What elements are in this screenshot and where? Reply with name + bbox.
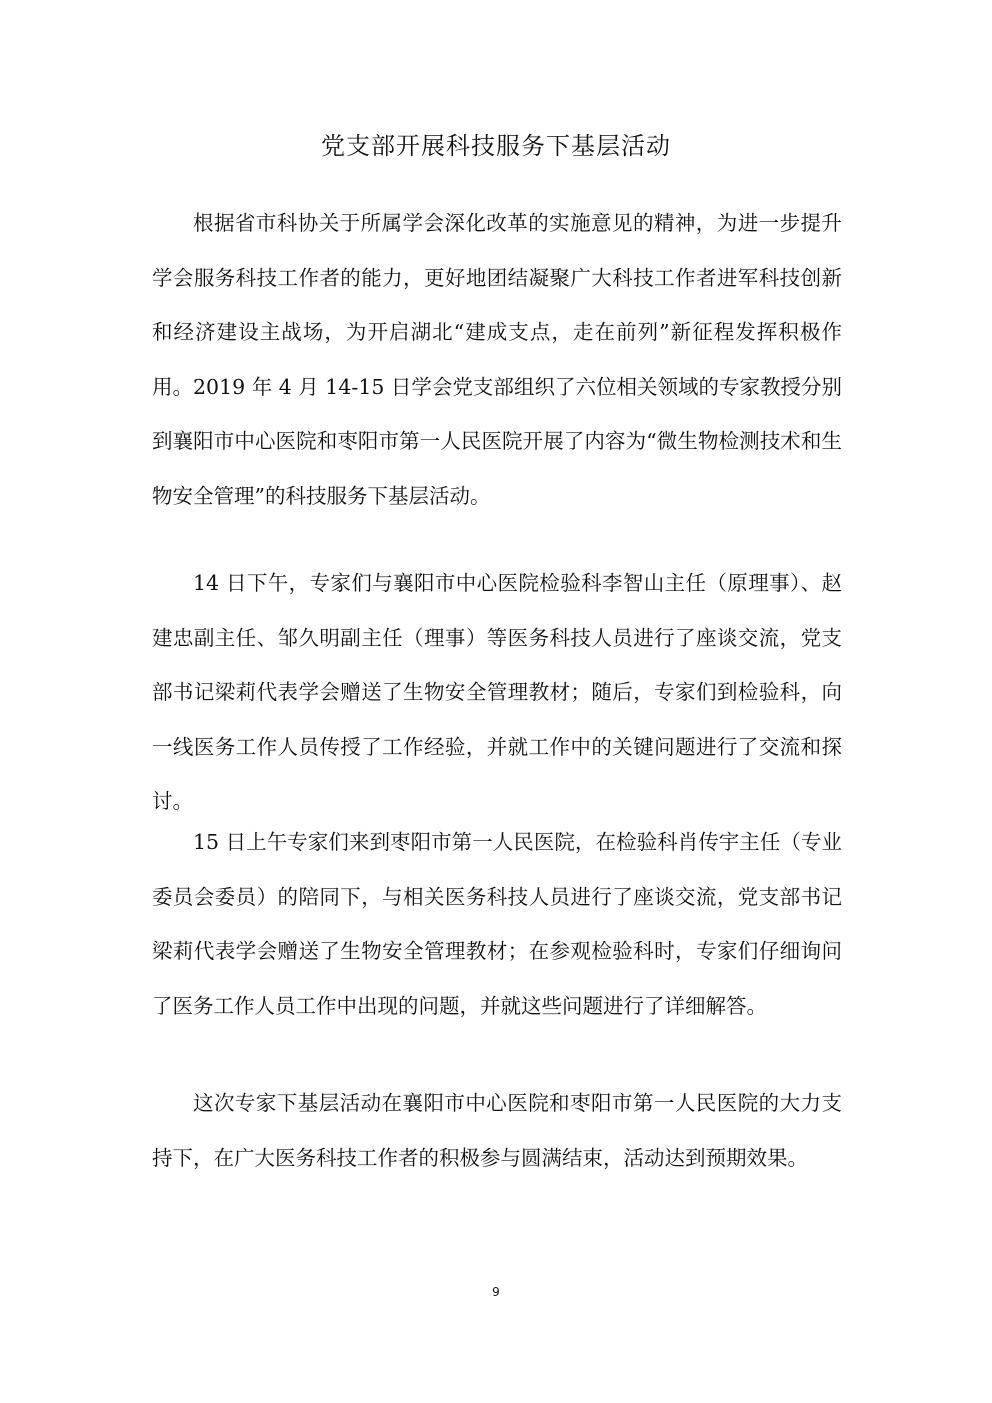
page-title: 党支部开展科技服务下基层活动 bbox=[321, 132, 671, 160]
paragraph-3: 15 日上午专家们来到枣阳市第一人民医院，在检验科肖传宇主任（专业委员会委员）的陪同下，与相关医务科技人员进行了座谈交流，党支部书记梁莉代表学会赠送了生物安全管理教材；在参观检验科时，专家们仔细询问了医务工作人员工作中出现的问题，并就这些问题进行了详细解答。 bbox=[152, 830, 842, 1018]
page-number: 9 bbox=[492, 1285, 500, 1299]
paragraph-4: 这次专家下基层活动在襄阳市中心医院和枣阳市第一人民医院的大力支持下，在广大医务科技工作者的积极参与圆满结束，活动达到预期效果。 bbox=[152, 1091, 842, 1170]
paragraph-2: 14 日下午，专家们与襄阳市中心医院检验科李智山主任（原理事）、赵建忠副主任、邹久明副主任（理事）等医务科技人员进行了座谈交流，党支部书记梁莉代表学会赠送了生物安全管理教材；随后，专家们到检验科，向一线医务工作人员传授了工作经验，并就工作中的关键问题进行了交流和探讨。 bbox=[152, 571, 842, 813]
paragraph-1: 根据省市科协关于所属学会深化改革的实施意见的精神，为进一步提升学会服务科技工作者的能力，更好地团结凝聚广大科技工作者进军科技创新和经济建设主战场，为开启湖北“建成支点，走在前列”新征程发挥积极作用。2019 年 4 月 14-15 日学会党支部组织了六位相关领域的专家教授分别到襄阳市中心医院和枣阳市第一人民医院开展了内容为“微生物检测技术和生物安全管理”的科技服务下基层活动。 bbox=[152, 211, 842, 508]
